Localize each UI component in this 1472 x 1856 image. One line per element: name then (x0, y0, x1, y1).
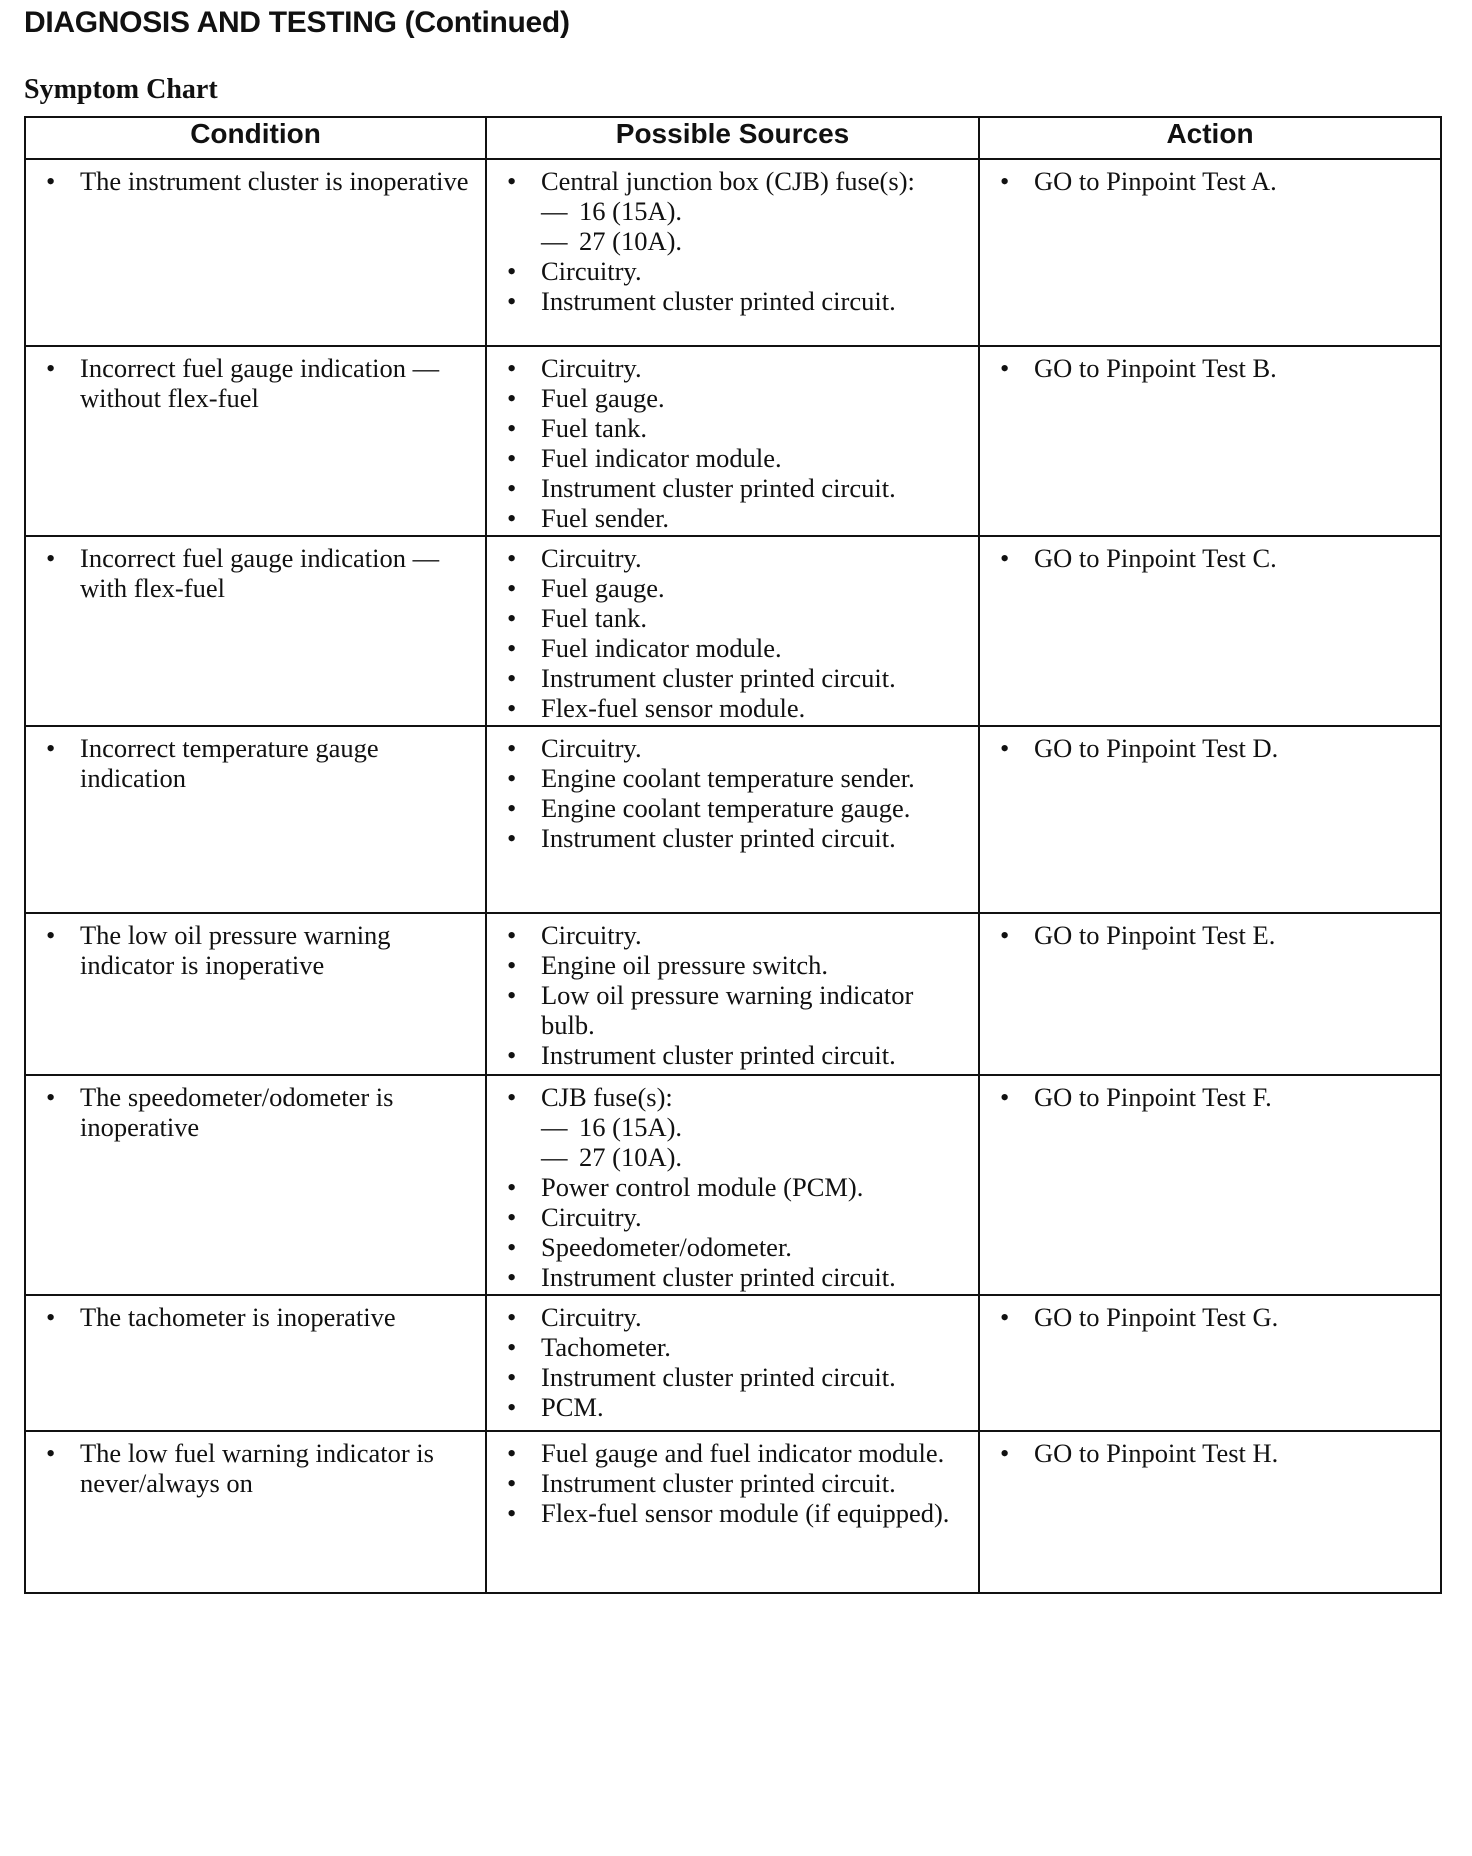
source-item-text: Circuitry. (541, 1302, 642, 1332)
source-item-text: Flex-fuel sensor module (if equipped). (541, 1498, 950, 1528)
source-item-text: Circuitry. (541, 543, 642, 573)
source-item (495, 1332, 970, 1362)
bullet-icon: • (507, 413, 517, 443)
source-item (495, 573, 970, 603)
action-item-text: GO to Pinpoint Test A. (1034, 166, 1277, 196)
action-cell (979, 1431, 1441, 1593)
bullet-icon: • (507, 286, 517, 316)
source-item-text: Instrument cluster printed circuit. (541, 1040, 896, 1070)
source-item (495, 980, 970, 1040)
bullet-icon: • (507, 443, 517, 473)
source-item (495, 353, 970, 383)
bullet-icon: • (507, 353, 517, 383)
bullet-icon: • (46, 1438, 56, 1468)
action-item (988, 353, 1432, 383)
bullet-icon: • (507, 1438, 517, 1468)
condition-cell (25, 1431, 486, 1593)
bullet-icon: • (507, 663, 517, 693)
source-item (495, 1302, 970, 1332)
condition-item-text: The low fuel warning indicator is never/always on (80, 1438, 434, 1498)
table-row (25, 726, 1441, 913)
source-item-text: Instrument cluster printed circuit. (541, 663, 896, 693)
source-item (495, 1498, 970, 1528)
condition-item (34, 1438, 477, 1498)
condition-item-text: Incorrect temperature gauge indication (80, 733, 379, 793)
bullet-icon: • (507, 950, 517, 980)
source-item (495, 733, 970, 763)
source-item-text: Flex-fuel sensor module. (541, 693, 806, 723)
source-item (495, 503, 970, 533)
dash-icon: — (541, 1142, 568, 1172)
source-item (495, 286, 970, 316)
condition-item-text: The tachometer is inoperative (80, 1302, 396, 1332)
sources-cell (486, 726, 979, 913)
table-row (25, 159, 1441, 346)
bullet-icon: • (46, 733, 56, 763)
bullet-icon: • (507, 473, 517, 503)
source-item (495, 383, 970, 413)
condition-item-text: The speedometer/odometer is inoperative (80, 1082, 394, 1142)
bullet-icon: • (507, 166, 517, 196)
bullet-icon: • (507, 1332, 517, 1362)
sources-cell (486, 1295, 979, 1431)
bullet-icon: • (1000, 1082, 1010, 1112)
source-item (495, 1082, 970, 1112)
sources-cell (486, 536, 979, 726)
bullet-icon: • (507, 1040, 517, 1070)
source-item-text: Instrument cluster printed circuit. (541, 286, 896, 316)
source-item-text: Power control module (PCM). (541, 1172, 864, 1202)
source-item-text: Fuel indicator module. (541, 633, 782, 663)
bullet-icon: • (507, 1302, 517, 1332)
source-item-text: Circuitry. (541, 920, 642, 950)
action-item-text: GO to Pinpoint Test C. (1034, 543, 1277, 573)
section-title: Symptom Chart (24, 74, 218, 105)
table-body (25, 159, 1441, 1593)
bullet-icon: • (46, 543, 56, 573)
source-item (495, 543, 970, 573)
condition-item (34, 733, 477, 793)
bullet-icon: • (507, 633, 517, 663)
condition-cell (25, 726, 486, 913)
action-cell (979, 913, 1441, 1075)
bullet-icon: • (507, 1498, 517, 1528)
action-cell (979, 159, 1441, 346)
bullet-icon: • (507, 1468, 517, 1498)
source-item (495, 1392, 970, 1422)
table-row (25, 1431, 1441, 1593)
action-item-text: GO to Pinpoint Test H. (1034, 1438, 1279, 1468)
action-item (988, 1302, 1432, 1332)
condition-item (34, 1302, 477, 1332)
bullet-icon: • (507, 693, 517, 723)
bullet-icon: • (46, 1302, 56, 1332)
bullet-icon: • (507, 573, 517, 603)
bullet-icon: • (507, 543, 517, 573)
page-title: DIAGNOSIS AND TESTING (Continued) (24, 6, 570, 39)
source-item (495, 793, 970, 823)
condition-item-text: Incorrect fuel gauge indication — with flex-fuel (80, 543, 440, 603)
source-item (495, 443, 970, 473)
bullet-icon: • (46, 166, 56, 196)
header-action: Action (979, 117, 1441, 159)
source-item (495, 1202, 970, 1232)
source-item-text: Fuel tank. (541, 603, 647, 633)
sources-cell (486, 346, 979, 536)
sources-cell (486, 1075, 979, 1295)
action-cell (979, 726, 1441, 913)
bullet-icon: • (507, 823, 517, 853)
table-row (25, 913, 1441, 1075)
bullet-icon: • (1000, 353, 1010, 383)
bullet-icon: • (507, 763, 517, 793)
source-item-text: Circuitry. (541, 256, 642, 286)
bullet-icon: • (46, 353, 56, 383)
source-item-text: Fuel gauge. (541, 383, 665, 413)
source-item (495, 763, 970, 793)
source-item (495, 823, 970, 853)
sources-cell (486, 159, 979, 346)
source-subitem (495, 196, 970, 226)
dash-icon: — (541, 226, 568, 256)
source-item-text: Low oil pressure warning indicator bulb. (541, 980, 914, 1040)
source-item-text: Instrument cluster printed circuit. (541, 823, 896, 853)
source-item-text: Circuitry. (541, 1202, 642, 1232)
source-item (495, 1468, 970, 1498)
source-item-text: Circuitry. (541, 353, 642, 383)
bullet-icon: • (507, 383, 517, 413)
header-possible-sources: Possible Sources (486, 117, 979, 159)
source-subitem (495, 1142, 970, 1172)
bullet-icon: • (507, 503, 517, 533)
condition-item-text: The instrument cluster is inoperative (80, 166, 469, 196)
bullet-icon: • (507, 1172, 517, 1202)
condition-item (34, 543, 477, 603)
action-item-text: GO to Pinpoint Test D. (1034, 733, 1279, 763)
source-item-text: PCM. (541, 1392, 604, 1422)
bullet-icon: • (507, 256, 517, 286)
source-item-text: Instrument cluster printed circuit. (541, 1468, 896, 1498)
source-item-text: Fuel gauge and fuel indicator module. (541, 1438, 945, 1468)
bullet-icon: • (1000, 733, 1010, 763)
bullet-icon: • (507, 1392, 517, 1422)
action-item (988, 920, 1432, 950)
source-item (495, 603, 970, 633)
bullet-icon: • (507, 603, 517, 633)
source-item (495, 1172, 970, 1202)
symptom-chart-table (24, 116, 1442, 1594)
source-item-text: Speedometer/odometer. (541, 1232, 792, 1262)
bullet-icon: • (507, 733, 517, 763)
sources-cell (486, 913, 979, 1075)
condition-cell (25, 159, 486, 346)
source-subitem-text: 16 (15A). (579, 196, 683, 226)
source-item (495, 1362, 970, 1392)
source-item (495, 166, 970, 196)
bullet-icon: • (507, 980, 517, 1010)
source-item (495, 1438, 970, 1468)
source-item-text: Engine coolant temperature gauge. (541, 793, 911, 823)
sources-cell (486, 1431, 979, 1593)
action-item-text: GO to Pinpoint Test E. (1034, 920, 1276, 950)
source-item-text: Instrument cluster printed circuit. (541, 473, 896, 503)
source-item-text: Engine oil pressure switch. (541, 950, 829, 980)
condition-item (34, 353, 477, 413)
bullet-icon: • (1000, 1438, 1010, 1468)
action-cell (979, 346, 1441, 536)
source-item (495, 663, 970, 693)
bullet-icon: • (507, 1082, 517, 1112)
source-item-text: Engine coolant temperature sender. (541, 763, 915, 793)
source-item-text: Instrument cluster printed circuit. (541, 1362, 896, 1392)
condition-item-text: The low oil pressure warning indicator is inoperative (80, 920, 391, 980)
source-item (495, 413, 970, 443)
action-item (988, 543, 1432, 573)
action-cell (979, 1295, 1441, 1431)
source-item (495, 920, 970, 950)
condition-cell (25, 346, 486, 536)
action-cell (979, 536, 1441, 726)
action-item (988, 166, 1432, 196)
bullet-icon: • (1000, 543, 1010, 573)
source-item-text: Central junction box (CJB) fuse(s): (541, 166, 915, 196)
bullet-icon: • (507, 1262, 517, 1292)
source-item (495, 950, 970, 980)
action-item-text: GO to Pinpoint Test G. (1034, 1302, 1279, 1332)
action-item (988, 1082, 1432, 1112)
bullet-icon: • (507, 1362, 517, 1392)
condition-cell (25, 913, 486, 1075)
source-item (495, 693, 970, 723)
source-item (495, 633, 970, 663)
condition-cell (25, 1075, 486, 1295)
source-subitem-text: 27 (10A). (579, 226, 683, 256)
condition-cell (25, 536, 486, 726)
bullet-icon: • (1000, 920, 1010, 950)
bullet-icon: • (1000, 1302, 1010, 1332)
action-cell (979, 1075, 1441, 1295)
source-item-text: CJB fuse(s): (541, 1082, 673, 1112)
source-item (495, 1232, 970, 1262)
bullet-icon: • (507, 920, 517, 950)
source-item (495, 473, 970, 503)
source-item (495, 1262, 970, 1292)
action-item-text: GO to Pinpoint Test B. (1034, 353, 1277, 383)
source-item-text: Fuel tank. (541, 413, 647, 443)
dash-icon: — (541, 196, 568, 226)
table-row (25, 1295, 1441, 1431)
source-item-text: Tachometer. (541, 1332, 671, 1362)
condition-item (34, 920, 477, 980)
table-row (25, 1075, 1441, 1295)
table-row (25, 346, 1441, 536)
condition-cell (25, 1295, 486, 1431)
dash-icon: — (541, 1112, 568, 1142)
bullet-icon: • (46, 1082, 56, 1112)
source-item-text: Circuitry. (541, 733, 642, 763)
bullet-icon: • (46, 920, 56, 950)
bullet-icon: • (1000, 166, 1010, 196)
table-row (25, 536, 1441, 726)
condition-item (34, 1082, 477, 1142)
source-item-text: Fuel sender. (541, 503, 670, 533)
source-item-text: Fuel gauge. (541, 573, 665, 603)
source-subitem (495, 226, 970, 256)
header-condition: Condition (25, 117, 486, 159)
condition-item (34, 166, 477, 196)
table-header-row (25, 117, 1441, 159)
bullet-icon: • (507, 1202, 517, 1232)
action-item (988, 733, 1432, 763)
source-item (495, 1040, 970, 1070)
source-item-text: Instrument cluster printed circuit. (541, 1262, 896, 1292)
bullet-icon: • (507, 793, 517, 823)
source-item-text: Fuel indicator module. (541, 443, 782, 473)
source-subitem (495, 1112, 970, 1142)
source-subitem-text: 16 (15A). (579, 1112, 683, 1142)
bullet-icon: • (507, 1232, 517, 1262)
action-item (988, 1438, 1432, 1468)
action-item-text: GO to Pinpoint Test F. (1034, 1082, 1272, 1112)
condition-item-text: Incorrect fuel gauge indication — without flex-fuel (80, 353, 440, 413)
source-item (495, 256, 970, 286)
source-subitem-text: 27 (10A). (579, 1142, 683, 1172)
